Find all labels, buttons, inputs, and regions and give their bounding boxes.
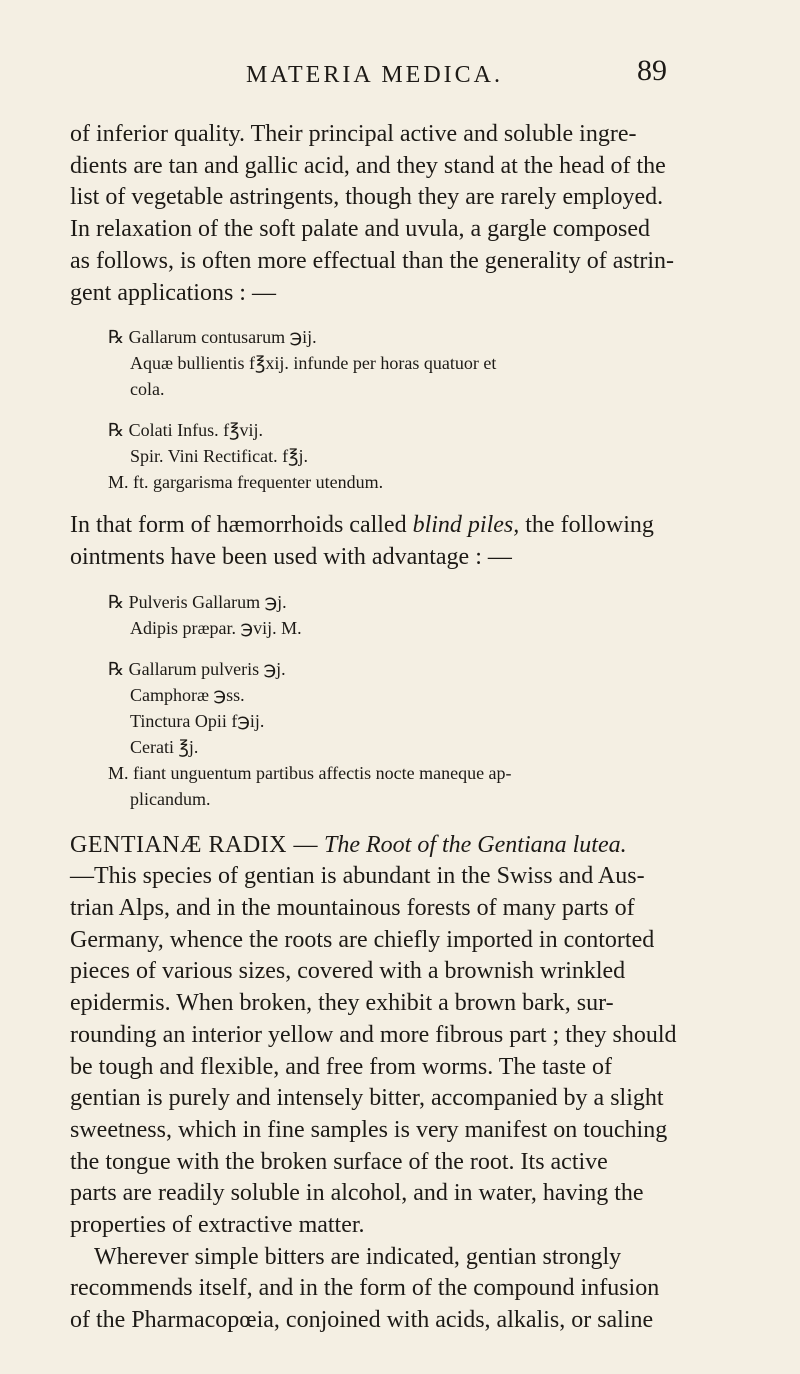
text-line: recommends itself, and in the form of the compound infusion bbox=[70, 1275, 660, 1302]
page-number: 89 bbox=[637, 54, 667, 87]
page-body bbox=[70, 119, 730, 1337]
text-span: the following bbox=[519, 512, 654, 539]
text-line: pieces of various sizes, covered with a brownish wrinkled bbox=[70, 958, 626, 985]
text-line: be tough and flexible, and free from worms. The taste of bbox=[70, 1053, 613, 1080]
prescription-line: ℞ Gallarum pulveris ℈j. bbox=[108, 658, 286, 679]
text-line: ointments have been used with advantage : — bbox=[70, 543, 512, 570]
text-line bbox=[70, 830, 730, 862]
italic-term: The Root of the Gentiana lutea. bbox=[323, 831, 627, 858]
prescription-line: ℞ Pulveris Gallarum ℈j. bbox=[108, 591, 287, 612]
text-line: epidermis. When broken, they exhibit a brown bark, sur- bbox=[70, 990, 614, 1017]
text-line: properties of extractive matter. bbox=[70, 1212, 365, 1239]
text-span: In that form of hæmorrhoids called bbox=[70, 512, 413, 539]
paragraph-piles bbox=[70, 510, 730, 573]
prescription-line: plicandum. bbox=[130, 788, 211, 809]
paragraph-gentian bbox=[70, 830, 730, 1337]
text-line: parts are readily soluble in alcohol, and in water, having the bbox=[70, 1180, 644, 1207]
prescription-line: M. ft. gargarisma frequenter utendum. bbox=[108, 472, 384, 493]
running-title: MATERIA MEDICA. bbox=[246, 62, 504, 88]
text-line: rounding an interior yellow and more fibrous part ; they should bbox=[70, 1021, 677, 1048]
text-line bbox=[70, 510, 730, 542]
text-line: sweetness, which in fine samples is very manifest on touching bbox=[70, 1116, 668, 1143]
text-line: trian Alps, and in the mountainous forests of many parts of bbox=[70, 895, 635, 922]
text-line: In relaxation of the soft palate and uvula, a gargle composed bbox=[70, 216, 651, 243]
prescription-line: Cerati ℥j. bbox=[130, 736, 199, 757]
prescription-gargle-1 bbox=[70, 324, 730, 402]
text-line: of the Pharmacopœia, conjoined with acids, alkalis, or saline bbox=[70, 1307, 654, 1334]
prescription-line: Tinctura Opii f℈ij. bbox=[130, 710, 265, 731]
text-line: list of vegetable astringents, though they are rarely employed. bbox=[70, 184, 664, 211]
text-line: Wherever simple bitters are indicated, gentian strongly bbox=[94, 1243, 622, 1270]
paragraph-galls bbox=[70, 119, 730, 309]
italic-term: blind piles, bbox=[412, 512, 520, 539]
prescription-gargle-2 bbox=[70, 417, 730, 495]
text-line: gentian is purely and intensely bitter, accompanied by a slight bbox=[70, 1085, 664, 1112]
text-line: as follows, is often more effectual than the generality of astrin- bbox=[70, 247, 675, 274]
text-line: of inferior quality. Their principal active and soluble ingre- bbox=[70, 121, 637, 147]
prescription-line: ℞ Colati Infus. f℥vij. bbox=[108, 420, 264, 441]
page-header bbox=[0, 54, 800, 102]
prescription-line: Camphoræ ℈ss. bbox=[130, 684, 245, 705]
prescription-line: M. fiant unguentum partibus affectis nocte maneque ap- bbox=[108, 762, 512, 783]
prescription-line: cola. bbox=[130, 379, 165, 400]
text-line: —This species of gentian is abundant in the Swiss and Aus- bbox=[70, 863, 645, 890]
prescription-line: Aquæ bullientis f℥xij. infunde per horas quatuor et bbox=[130, 353, 497, 374]
text-line: Germany, whence the roots are chiefly imported in contorted bbox=[70, 926, 655, 953]
section-heading: GENTIANÆ RADIX — bbox=[70, 831, 318, 858]
text-line: the tongue with the broken surface of the root. Its active bbox=[70, 1148, 608, 1175]
prescription-line: ℞ Gallarum contusarum ℈ij. bbox=[108, 327, 317, 348]
text-line: dients are tan and gallic acid, and they stand at the head of the bbox=[70, 152, 666, 179]
text-line: gent applications : — bbox=[70, 279, 276, 306]
prescription-line: Spir. Vini Rectificat. f℥j. bbox=[130, 446, 308, 467]
prescription-ointment-2 bbox=[70, 656, 730, 812]
prescription-line: Adipis præpar. ℈vij. M. bbox=[130, 617, 302, 638]
prescription-ointment-1 bbox=[70, 589, 730, 641]
